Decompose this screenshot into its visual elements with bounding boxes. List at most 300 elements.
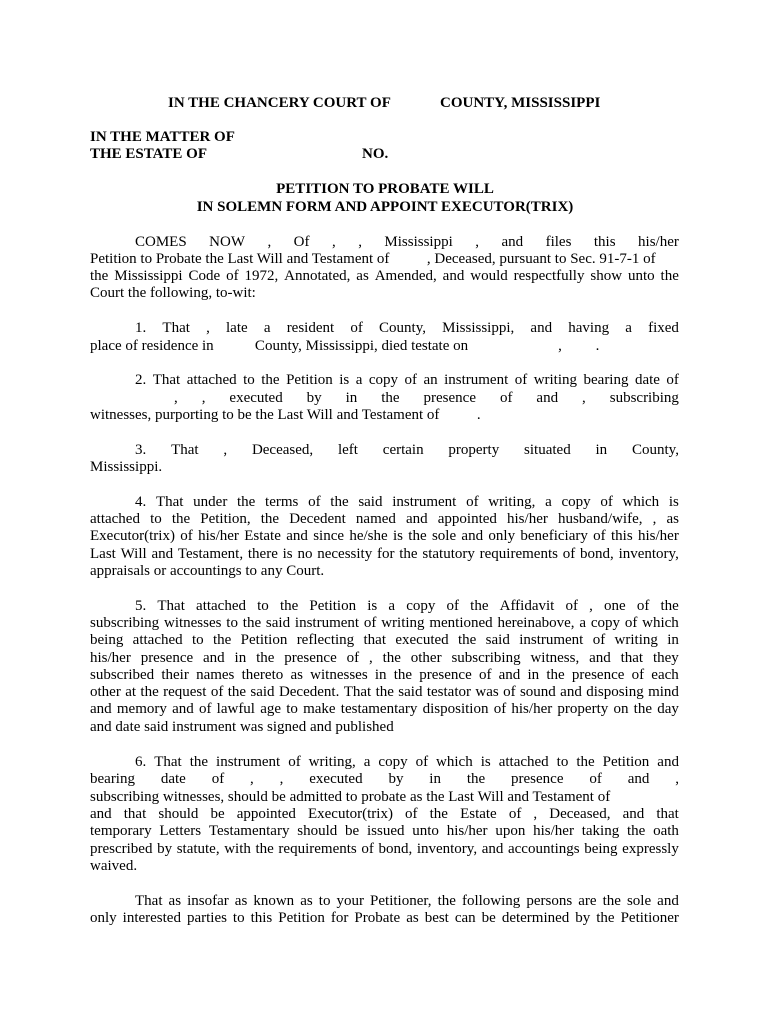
- word: to: [257, 598, 269, 614]
- word: as: [234, 893, 248, 909]
- word: insofar: [187, 893, 229, 909]
- word: copy: [368, 372, 398, 388]
- word: of: [478, 667, 492, 683]
- word: witnesses: [310, 667, 368, 683]
- word: said: [358, 494, 383, 510]
- word: that: [620, 650, 644, 666]
- word: 5.: [135, 598, 147, 614]
- word: a: [545, 494, 552, 510]
- court-heading-prefix: IN THE CHANCERY COURT OF: [168, 95, 391, 111]
- word: said: [398, 684, 423, 700]
- word: copy: [406, 598, 436, 614]
- closing-line-2: [90, 910, 679, 927]
- word: executed: [229, 390, 283, 406]
- word: this: [250, 910, 273, 926]
- word: since: [313, 528, 345, 544]
- word: Estate: [460, 806, 497, 822]
- word: his/her: [533, 823, 574, 839]
- word: is: [480, 754, 491, 770]
- word: the: [382, 650, 401, 666]
- para-5-line-7: [90, 701, 679, 718]
- word: to: [286, 701, 298, 717]
- word: fixed: [648, 320, 679, 336]
- word: respectfully: [513, 268, 585, 284]
- word: each: [651, 667, 679, 683]
- word: requirements: [479, 546, 558, 562]
- word: under: [193, 494, 228, 510]
- word: the: [375, 684, 394, 700]
- word: Petition: [602, 754, 650, 770]
- word: was: [475, 684, 499, 700]
- para-5-line-5: [90, 667, 679, 684]
- word: a: [355, 372, 363, 388]
- word: presence: [419, 667, 472, 683]
- word: the: [602, 893, 621, 909]
- word: of: [499, 390, 513, 406]
- word: which: [436, 754, 473, 770]
- word: best: [424, 910, 449, 926]
- word: said: [265, 615, 291, 631]
- word: to: [191, 632, 204, 648]
- word: statutory: [422, 546, 475, 562]
- word: the: [627, 823, 646, 839]
- word: NOW: [209, 234, 245, 250]
- word: which: [642, 615, 679, 631]
- word: of: [363, 615, 377, 631]
- word: mind: [648, 684, 679, 700]
- word: Testament,: [177, 546, 244, 562]
- word: Letters: [159, 823, 202, 839]
- word: 4.: [135, 494, 147, 510]
- word: ,: [279, 771, 284, 787]
- word: writing: [533, 372, 578, 388]
- word: there: [247, 546, 278, 562]
- word: the: [546, 667, 565, 683]
- word: the: [437, 893, 456, 909]
- word: subscribing: [451, 650, 521, 666]
- word: be: [210, 806, 225, 822]
- word: as: [168, 893, 182, 909]
- word: attached: [186, 372, 237, 388]
- word: the: [255, 841, 274, 857]
- para-5-line-6: [90, 684, 679, 701]
- word: instrument: [392, 494, 457, 510]
- word: bearing: [583, 372, 629, 388]
- word: day: [657, 701, 679, 717]
- word: the: [261, 372, 280, 388]
- word: of: [466, 494, 479, 510]
- para-6-line-4: [90, 806, 679, 823]
- word: executed: [395, 632, 449, 648]
- word: the: [660, 598, 679, 614]
- word: a: [363, 754, 371, 770]
- word: the: [660, 268, 679, 284]
- intro-line-2: Petition to Probate the Last Will and Testament of , Deceased, pursuant to Sec. 91-7-1 of: [90, 251, 656, 267]
- word: is: [392, 528, 403, 544]
- word: the: [408, 528, 427, 544]
- word: of: [361, 841, 374, 857]
- word: to: [226, 615, 238, 631]
- word: presence: [423, 390, 476, 406]
- word: instrument: [216, 754, 281, 770]
- word: with: [224, 841, 251, 857]
- word: request: [163, 684, 207, 700]
- word: the: [633, 701, 652, 717]
- word: are: [578, 893, 597, 909]
- word: County,: [632, 442, 679, 458]
- word: upon: [495, 823, 526, 839]
- word: and: [536, 390, 559, 406]
- word: by: [157, 841, 173, 857]
- word: instrument: [444, 372, 509, 388]
- word: and: [406, 511, 428, 527]
- word: inventory,: [618, 546, 679, 562]
- word: Petitioner,: [370, 893, 432, 909]
- word: in: [595, 442, 608, 458]
- matter-line-2: THE ESTATE OF: [90, 146, 207, 162]
- word: Mississippi: [384, 234, 453, 250]
- word: of: [593, 528, 606, 544]
- word: of: [180, 528, 193, 544]
- word: copy: [561, 494, 591, 510]
- word: his/her: [638, 234, 679, 250]
- word: sound: [519, 684, 556, 700]
- word: writing: [614, 632, 658, 648]
- intro-line-3: [90, 268, 679, 285]
- word: That: [171, 442, 199, 458]
- word: disposing: [586, 684, 644, 700]
- word: hereinabove,: [497, 615, 575, 631]
- word: ,: [582, 390, 586, 406]
- word: the: [458, 632, 477, 648]
- word: taking: [581, 823, 620, 839]
- word: ,: [652, 511, 657, 527]
- word: his/her: [198, 528, 239, 544]
- word: Decedent: [289, 511, 346, 527]
- word: of: [350, 320, 363, 336]
- word: to: [150, 511, 162, 527]
- word: should: [158, 806, 199, 822]
- word: That: [157, 598, 185, 614]
- word: of: [404, 372, 417, 388]
- word: Of: [293, 234, 310, 250]
- word: and: [498, 667, 521, 683]
- word: the: [393, 667, 413, 683]
- word: following: [461, 893, 521, 909]
- word: attached: [498, 754, 549, 770]
- word: and: [501, 234, 524, 250]
- para-4-line-1: [135, 494, 679, 511]
- word: interested: [122, 910, 181, 926]
- word: that: [656, 806, 679, 822]
- word: witness,: [530, 650, 580, 666]
- word: the: [466, 771, 486, 787]
- word: Amended,: [374, 268, 437, 284]
- word: show: [590, 268, 623, 284]
- word: memory: [116, 701, 167, 717]
- word: as: [406, 910, 419, 926]
- word: the: [279, 598, 299, 614]
- intro-line-1: [135, 234, 679, 251]
- word: the: [171, 511, 191, 527]
- word: files: [545, 234, 572, 250]
- word: date: [160, 771, 186, 787]
- word: necessity: [317, 546, 373, 562]
- word: disposition: [422, 701, 489, 717]
- word: and: [589, 650, 611, 666]
- para-6-line-2: [90, 771, 679, 788]
- para-4-line-4: [90, 546, 679, 563]
- word: ,: [358, 234, 362, 250]
- para-6-line-3: subscribing witnesses, should be admitted to probate as the Last Will and Testament of: [90, 789, 611, 805]
- word: instrument: [519, 632, 584, 648]
- word: and: [442, 268, 465, 284]
- court-heading-suffix: COUNTY, MISSISSIPPI: [440, 95, 601, 111]
- word: ,: [223, 442, 228, 458]
- word: Petition: [286, 372, 333, 388]
- word: in: [374, 667, 387, 683]
- word: of: [631, 667, 645, 683]
- word: determined: [501, 910, 570, 926]
- word: unto: [627, 268, 655, 284]
- word: sole: [626, 893, 652, 909]
- word: mentioned: [429, 615, 493, 631]
- word: his/her: [507, 511, 548, 527]
- word: persons: [526, 893, 573, 909]
- word: being: [90, 632, 124, 648]
- word: and: [90, 701, 112, 717]
- word: the: [381, 390, 400, 406]
- word: an: [423, 372, 438, 388]
- word: named: [355, 511, 396, 527]
- word: resident: [286, 320, 335, 336]
- word: writing,: [488, 494, 536, 510]
- word: That: [154, 754, 182, 770]
- word: witnesses: [163, 615, 222, 631]
- word: said: [485, 632, 510, 648]
- word: certain: [382, 442, 424, 458]
- word: and: [622, 806, 645, 822]
- word: at: [125, 684, 137, 700]
- para-2-line-2: [174, 390, 679, 407]
- word: ,: [267, 234, 272, 250]
- word: of: [493, 701, 507, 717]
- word: the: [189, 754, 209, 770]
- word: in: [667, 632, 679, 648]
- para-4-line-2: [90, 511, 679, 528]
- word: Mississippi,: [442, 320, 515, 336]
- word: presence: [284, 650, 337, 666]
- word: only: [488, 528, 516, 544]
- word: they: [652, 650, 679, 666]
- word: ,: [331, 234, 336, 250]
- word: to: [232, 910, 245, 926]
- para-2-line-1: [135, 372, 679, 389]
- word: in: [429, 771, 441, 787]
- word: 1972,: [244, 268, 279, 284]
- word: situated: [524, 442, 571, 458]
- word: and: [461, 528, 484, 544]
- word: and: [560, 684, 582, 700]
- word: as: [666, 511, 679, 527]
- word: bond,: [580, 546, 614, 562]
- word: ,: [589, 598, 593, 614]
- word: the: [237, 494, 256, 510]
- word: he/she: [349, 528, 388, 544]
- word: Executor(trix): [307, 806, 393, 822]
- word: a: [263, 320, 271, 336]
- word: as: [356, 268, 369, 284]
- word: attached: [90, 511, 140, 527]
- word: appointed: [437, 511, 497, 527]
- word: in: [234, 650, 247, 666]
- word: That: [162, 320, 190, 336]
- intro-line-4: Court the following, to-wit:: [90, 285, 256, 301]
- word: date: [634, 372, 660, 388]
- word: That: [155, 494, 184, 510]
- word: of: [503, 684, 516, 700]
- word: ,: [475, 234, 479, 250]
- word: to: [243, 372, 255, 388]
- word: is: [367, 598, 378, 614]
- word: the: [596, 910, 615, 926]
- word: of: [346, 650, 360, 666]
- word: bond,: [378, 841, 413, 857]
- word: of: [210, 684, 224, 700]
- word: of: [592, 632, 606, 648]
- word: the: [213, 632, 232, 648]
- word: of: [514, 372, 528, 388]
- word: is: [339, 372, 350, 388]
- word: late: [226, 320, 248, 336]
- word: to: [318, 893, 331, 909]
- word: names: [196, 667, 235, 683]
- word: terms: [265, 494, 299, 510]
- word: the: [330, 494, 349, 510]
- word: and: [657, 754, 679, 770]
- word: expressly: [622, 841, 679, 857]
- word: of: [288, 754, 301, 770]
- word: Testamentary: [208, 823, 290, 839]
- word: the: [470, 598, 489, 614]
- word: the: [140, 684, 159, 700]
- word: County,: [379, 320, 426, 336]
- word: as: [290, 667, 303, 683]
- para-5-line-2: [90, 615, 679, 632]
- word: property: [448, 442, 500, 458]
- para-6-line-1: [135, 754, 679, 771]
- word: of: [562, 546, 576, 562]
- word: that: [363, 632, 386, 648]
- word: is: [668, 494, 679, 510]
- para-5-line-3: [90, 632, 679, 649]
- word: subscribed: [90, 667, 155, 683]
- para-4-line-5: appraisals or accountings to any Court.: [90, 563, 325, 579]
- word: his/her: [446, 823, 488, 839]
- word: and: [203, 650, 225, 666]
- word: Deceased,: [251, 442, 314, 458]
- word: writing,: [308, 754, 356, 770]
- word: executed: [309, 771, 363, 787]
- word: as: [300, 893, 313, 909]
- word: ,: [533, 806, 538, 822]
- para-2-line-3: witnesses, purporting to be the Last Will and Testament of .: [90, 407, 481, 423]
- word: oath: [653, 823, 679, 839]
- word: this: [593, 234, 616, 250]
- word: which: [622, 494, 660, 510]
- word: would: [470, 268, 508, 284]
- word: one: [604, 598, 626, 614]
- word: Petition: [278, 910, 325, 926]
- word: writing: [381, 615, 425, 631]
- word: requirements: [278, 841, 357, 857]
- word: Estate: [244, 528, 281, 544]
- word: of: [589, 771, 602, 787]
- word: in: [527, 667, 540, 683]
- word: sole: [431, 528, 457, 544]
- word: and: [481, 841, 504, 857]
- word: ,: [201, 390, 206, 406]
- word: temporary: [90, 823, 152, 839]
- para-1-line-1: [135, 320, 679, 337]
- para-6-line-5: [90, 823, 679, 840]
- word: subscribing: [90, 615, 160, 631]
- word: and: [151, 546, 174, 562]
- word: make: [303, 701, 336, 717]
- word: statute,: [176, 841, 220, 857]
- para-3-line-1: [135, 442, 679, 459]
- word: other: [410, 650, 442, 666]
- word: of: [198, 701, 212, 717]
- petition-title-line-2: IN SOLEMN FORM AND APPOINT EXECUTOR(TRIX): [196, 199, 574, 215]
- word: ,: [368, 650, 373, 666]
- word: copy: [590, 615, 621, 631]
- word: the: [256, 650, 275, 666]
- word: known: [253, 893, 295, 909]
- para-1-line-2: place of residence in County, Mississippi, died testate on , .: [90, 338, 600, 354]
- word: reflecting: [296, 632, 355, 648]
- closing-line-1: [135, 893, 679, 910]
- word: of: [226, 268, 239, 284]
- word: ,: [675, 771, 679, 787]
- word: of: [508, 806, 522, 822]
- word: of: [211, 771, 225, 787]
- word: Petition: [240, 632, 288, 648]
- word: property: [557, 701, 609, 717]
- word: 2.: [135, 372, 147, 388]
- word: his/her: [90, 650, 131, 666]
- word: and: [657, 893, 679, 909]
- word: of: [565, 598, 578, 614]
- word: the: [90, 268, 109, 284]
- word: Decedent.: [278, 684, 340, 700]
- word: this: [610, 528, 633, 544]
- word: of: [600, 494, 613, 510]
- word: the: [576, 754, 595, 770]
- word: no: [297, 546, 313, 562]
- word: bearing: [90, 771, 135, 787]
- word: to: [556, 754, 569, 770]
- word: thereto: [241, 667, 284, 683]
- word: said: [250, 684, 275, 700]
- word: of: [666, 372, 679, 388]
- word: be: [481, 910, 496, 926]
- word: by: [388, 771, 404, 787]
- matter-line-1: IN THE MATTER OF: [90, 129, 235, 145]
- word: lawful: [216, 701, 255, 717]
- word: attached: [132, 632, 183, 648]
- para-5-line-4: [90, 650, 679, 667]
